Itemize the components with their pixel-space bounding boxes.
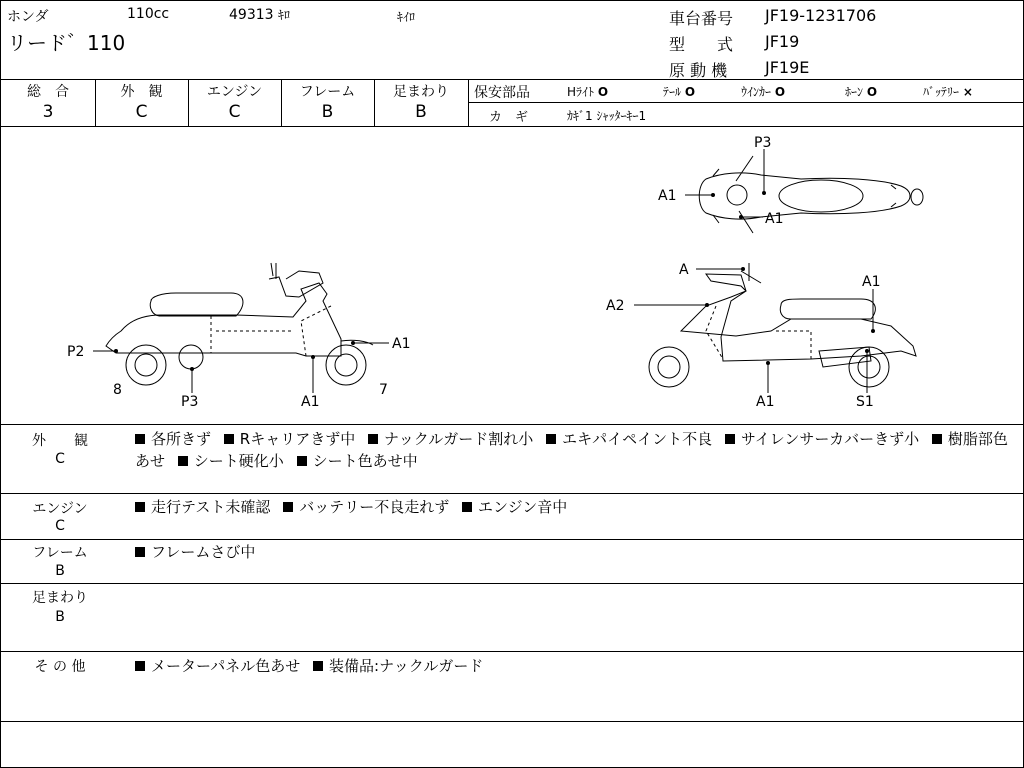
diagram-label-7: 7 [379, 382, 388, 398]
grade-frame-label: フレーム [299, 84, 356, 100]
frame-no-label: 車台番号 [669, 9, 734, 28]
diagram-label-a1-left-front: A1 [392, 336, 411, 352]
note-item: シート硬化小 [178, 452, 284, 470]
note-item: バッテリー不良走れず [283, 498, 449, 516]
grade-frame-value: B [321, 102, 334, 122]
grade-suspension-value: B [415, 102, 427, 122]
note-item: エキパイペイント不良 [546, 430, 712, 448]
engine-label: 原 動 機 [669, 61, 728, 80]
diagram-label-a1-right-bottom: A1 [756, 394, 775, 410]
diagram-label-p2-left: P2 [67, 344, 85, 360]
safety-item-tail: ﾃｰﾙ O [663, 85, 696, 99]
model-name: リード゛110 [7, 31, 126, 55]
diagram-label-a1-right-rear: A1 [862, 274, 881, 290]
detail-frame-items [135, 541, 1015, 563]
diagram-label-8: 8 [113, 382, 122, 398]
diagram-label-p3-top: P3 [754, 135, 772, 151]
mileage: 49313 ｷﾛ [229, 7, 291, 23]
diagram-label-a1-top-left: A1 [658, 188, 677, 204]
engine-code: JF19E [765, 58, 810, 77]
scooter-top-view [699, 156, 923, 233]
note-item: 装備品:ナックルガード [313, 657, 483, 675]
safety-item-headlight: Hﾗｲﾄ O [567, 85, 609, 99]
displacement: 110cc [127, 6, 170, 22]
frame-no: JF19-1231706 [765, 6, 877, 25]
detail-frame-grade: B [55, 563, 65, 579]
safety-item-winker: ｳｲﾝｶｰ O [741, 85, 786, 99]
detail-other-label: そ の 他 [34, 659, 86, 675]
note-item: エンジン音中 [462, 498, 567, 516]
detail-engine-items [135, 496, 1015, 518]
detail-suspension-label: 足まわり [32, 590, 88, 606]
safety-label: 保安部品 [474, 85, 530, 101]
note-item: メーターパネル色あせ [135, 657, 300, 675]
diagram-label-a2-right: A2 [606, 298, 625, 314]
detail-suspension-grade: B [55, 609, 65, 625]
model-type: JF19 [765, 32, 800, 51]
detail-engine-grade: C [55, 518, 65, 534]
detail-exterior-grade: C [55, 451, 65, 467]
note-item: フレームさび中 [135, 543, 255, 561]
grade-engine-label: エンジン [206, 84, 263, 100]
scooter-left-side-view [106, 263, 373, 385]
diagram-label-p3-left: P3 [181, 394, 199, 410]
model-type-label: 型 式 [669, 35, 734, 54]
safety-item-horn: ﾎｰﾝ O [845, 85, 878, 99]
detail-exterior-items [135, 428, 1015, 472]
detail-frame-label: フレーム [32, 545, 88, 561]
detail-engine-label: エンジン [32, 501, 88, 517]
note-item: シート色あせ中 [297, 452, 418, 470]
note-item: ナックルガード割れ小 [368, 430, 533, 448]
damage-diagram [1, 127, 1023, 424]
detail-exterior-label: 外 観 [32, 433, 88, 449]
grade-engine-value: C [228, 102, 241, 122]
grade-overall-value: 3 [42, 102, 54, 122]
grade-exterior-label: 外 観 [120, 84, 163, 100]
diagram-label-a-right: A [679, 262, 689, 278]
key-value: ｶｷﾞ1 ｼｬｯﾀｰｷｰ1 [567, 109, 647, 123]
grade-overall-label: 総 合 [27, 84, 69, 100]
diagram-label-a1-left-bottom: A1 [301, 394, 320, 410]
note-item: サイレンサーカバーきず小 [725, 430, 919, 448]
note-item: 各所きず [135, 430, 211, 448]
diagram-label-a1-top-right: A1 [765, 211, 784, 227]
grade-exterior-value: C [135, 102, 148, 122]
note-item: Rキャリアきず中 [224, 430, 355, 448]
note-item: 樹脂部色あせ [135, 430, 1008, 470]
maker: ホンダ [7, 9, 49, 25]
leader-lines [93, 149, 873, 393]
key-label: カ ギ [489, 110, 529, 125]
detail-other-items [135, 655, 1015, 677]
diagram-label-s1-right: S1 [856, 394, 874, 410]
grade-suspension-label: 足まわり [393, 84, 449, 100]
safety-item-battery: ﾊﾞｯﾃﾘｰ × [923, 85, 973, 99]
mileage-type: ｷｲﾛ [397, 10, 416, 24]
note-item: 走行テスト未確認 [135, 498, 270, 516]
